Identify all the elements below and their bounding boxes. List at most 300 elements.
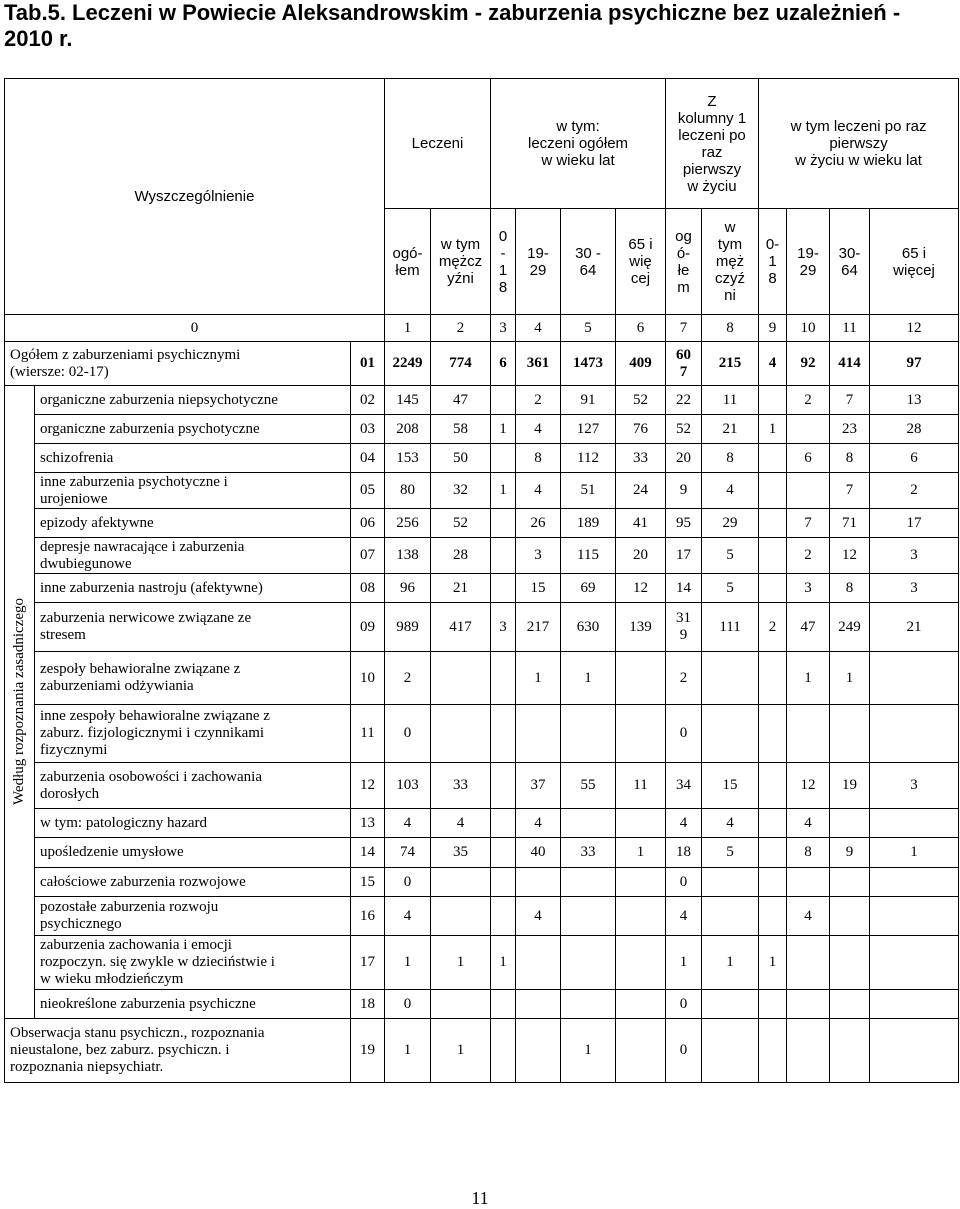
column-number: 5 bbox=[561, 315, 616, 342]
column-number: 4 bbox=[516, 315, 561, 342]
row-code: 08 bbox=[351, 574, 385, 603]
header-age2-19-29: 19- 29 bbox=[787, 209, 830, 315]
table-cell: 409 bbox=[616, 342, 666, 386]
table-cell: 1 bbox=[870, 838, 959, 868]
table-cell bbox=[491, 763, 516, 809]
table-cell: 52 bbox=[616, 386, 666, 415]
table-cell: 1 bbox=[516, 652, 561, 705]
table-cell bbox=[787, 705, 830, 763]
table-cell: 9 bbox=[666, 473, 702, 509]
table-cell bbox=[491, 538, 516, 574]
table-cell: 111 bbox=[702, 603, 759, 652]
header-mezczyzni-2: w tym męż czyź ni bbox=[702, 209, 759, 315]
row-code: 04 bbox=[351, 444, 385, 473]
table-cell: 3 bbox=[870, 763, 959, 809]
table-cell: 2249 bbox=[385, 342, 431, 386]
table-cell: 0 bbox=[385, 705, 431, 763]
table-cell: 28 bbox=[431, 538, 491, 574]
table-cell: 249 bbox=[830, 603, 870, 652]
table-cell bbox=[787, 473, 830, 509]
table-row bbox=[5, 603, 959, 652]
header-z-kolumny-1: Z kolumny 1 leczeni po raz pierwszy w życiu bbox=[666, 79, 759, 209]
column-number: 9 bbox=[759, 315, 787, 342]
table-cell: 15 bbox=[516, 574, 561, 603]
table-cell: 31 9 bbox=[666, 603, 702, 652]
table-cell: 91 bbox=[561, 386, 616, 415]
table-cell: 4 bbox=[787, 809, 830, 838]
table-cell: 7 bbox=[787, 509, 830, 538]
table-cell: 0 bbox=[666, 1019, 702, 1083]
table-cell bbox=[759, 705, 787, 763]
table-row bbox=[5, 386, 959, 415]
table-row bbox=[5, 574, 959, 603]
table-cell bbox=[870, 990, 959, 1019]
table-cell: 1 bbox=[431, 1019, 491, 1083]
table-cell: 2 bbox=[759, 603, 787, 652]
table-cell bbox=[830, 705, 870, 763]
table-cell: 18 bbox=[666, 838, 702, 868]
table-cell: 1 bbox=[666, 936, 702, 990]
table-cell bbox=[516, 1019, 561, 1083]
vertical-group-label-text: Według rozpoznania zasadniczego bbox=[11, 598, 27, 806]
table-cell: 217 bbox=[516, 603, 561, 652]
table-cell: 4 bbox=[702, 473, 759, 509]
table-cell bbox=[830, 990, 870, 1019]
table-cell: 55 bbox=[561, 763, 616, 809]
table-cell: 0 bbox=[666, 990, 702, 1019]
table-cell bbox=[702, 897, 759, 936]
table-cell: 1473 bbox=[561, 342, 616, 386]
table-cell bbox=[787, 868, 830, 897]
row-code: 15 bbox=[351, 868, 385, 897]
table-cell bbox=[702, 990, 759, 1019]
table-cell: 8 bbox=[787, 838, 830, 868]
page-number: 11 bbox=[471, 1188, 489, 1208]
row-label: upośledzenie umysłowe bbox=[35, 838, 351, 868]
table-row bbox=[5, 838, 959, 868]
table-cell: 52 bbox=[666, 415, 702, 444]
table-cell bbox=[759, 809, 787, 838]
table-cell: 1 bbox=[561, 1019, 616, 1083]
table-cell: 4 bbox=[702, 809, 759, 838]
header-leczeni-ogolem-wiek: w tym: leczeni ogółem w wieku lat bbox=[491, 79, 666, 209]
table-cell bbox=[491, 574, 516, 603]
table-cell: 8 bbox=[516, 444, 561, 473]
row-label: inne zespoły behawioralne związane z zaburz. fizjologicznymi i czynnikami fizycznymi bbox=[35, 705, 351, 763]
table-cell: 95 bbox=[666, 509, 702, 538]
table-cell: 1 bbox=[385, 936, 431, 990]
table-cell bbox=[616, 936, 666, 990]
table-cell: 361 bbox=[516, 342, 561, 386]
table-cell: 6 bbox=[491, 342, 516, 386]
table-cell: 1 bbox=[385, 1019, 431, 1083]
table-cell: 3 bbox=[870, 538, 959, 574]
row-label: całościowe zaburzenia rozwojowe bbox=[35, 868, 351, 897]
table-row bbox=[5, 936, 959, 990]
table-cell: 417 bbox=[431, 603, 491, 652]
table-row bbox=[5, 705, 959, 763]
header-age-19-29: 19- 29 bbox=[516, 209, 561, 315]
table-cell: 1 bbox=[830, 652, 870, 705]
header-ogolem-2: og ó- łe m bbox=[666, 209, 702, 315]
table-cell: 2 bbox=[870, 473, 959, 509]
vertical-group-label bbox=[5, 386, 35, 1019]
table-cell: 96 bbox=[385, 574, 431, 603]
table-cell bbox=[870, 809, 959, 838]
table-cell bbox=[491, 868, 516, 897]
table-cell: 153 bbox=[385, 444, 431, 473]
header-mezczyzni: w tym mężcz yźni bbox=[431, 209, 491, 315]
table-row bbox=[5, 652, 959, 705]
table-cell bbox=[616, 868, 666, 897]
table-cell bbox=[516, 990, 561, 1019]
table-cell bbox=[491, 990, 516, 1019]
table-cell: 4 bbox=[787, 897, 830, 936]
table-cell bbox=[491, 897, 516, 936]
table-cell: 215 bbox=[702, 342, 759, 386]
table-cell bbox=[616, 705, 666, 763]
table-cell bbox=[561, 936, 616, 990]
row-code: 03 bbox=[351, 415, 385, 444]
table-cell: 208 bbox=[385, 415, 431, 444]
table-cell bbox=[616, 652, 666, 705]
table-cell bbox=[759, 538, 787, 574]
row-code: 02 bbox=[351, 386, 385, 415]
table-cell: 52 bbox=[431, 509, 491, 538]
table-cell: 47 bbox=[431, 386, 491, 415]
table-cell bbox=[491, 652, 516, 705]
column-number: 8 bbox=[702, 315, 759, 342]
table-cell: 7 bbox=[830, 386, 870, 415]
table-cell: 34 bbox=[666, 763, 702, 809]
table-cell: 51 bbox=[561, 473, 616, 509]
table-row bbox=[5, 473, 959, 509]
table-cell: 6 bbox=[870, 444, 959, 473]
row-code: 17 bbox=[351, 936, 385, 990]
header-leczeni: Leczeni bbox=[385, 79, 491, 209]
table-cell: 0 bbox=[666, 868, 702, 897]
table-cell bbox=[702, 652, 759, 705]
table-cell: 14 bbox=[666, 574, 702, 603]
table-cell: 1 bbox=[491, 473, 516, 509]
header-age2-0-18: 0- 1 8 bbox=[759, 209, 787, 315]
table-cell: 8 bbox=[830, 574, 870, 603]
table-row bbox=[5, 444, 959, 473]
header-wyszczegolnienie: Wyszczególnienie bbox=[5, 79, 385, 315]
row-code: 16 bbox=[351, 897, 385, 936]
table-cell: 4 bbox=[516, 415, 561, 444]
row-label: epizody afektywne bbox=[35, 509, 351, 538]
table-cell: 11 bbox=[616, 763, 666, 809]
table-cell: 0 bbox=[385, 990, 431, 1019]
table-cell: 189 bbox=[561, 509, 616, 538]
table-cell: 115 bbox=[561, 538, 616, 574]
table-cell: 12 bbox=[616, 574, 666, 603]
row-label: Ogółem z zaburzeniami psychicznymi (wiersze: 02-17) bbox=[5, 342, 351, 386]
table-cell bbox=[787, 415, 830, 444]
table-cell: 2 bbox=[385, 652, 431, 705]
table-cell: 414 bbox=[830, 342, 870, 386]
table-cell: 8 bbox=[702, 444, 759, 473]
row-label: zaburzenia nerwicowe związane ze stresem bbox=[35, 603, 351, 652]
table-cell: 32 bbox=[431, 473, 491, 509]
table-row bbox=[5, 1019, 959, 1083]
table-cell bbox=[870, 705, 959, 763]
table-cell bbox=[759, 1019, 787, 1083]
table-cell: 21 bbox=[431, 574, 491, 603]
table-cell bbox=[830, 1019, 870, 1083]
table-cell bbox=[759, 509, 787, 538]
table-cell: 1 bbox=[491, 936, 516, 990]
table-cell: 17 bbox=[870, 509, 959, 538]
table-cell: 50 bbox=[431, 444, 491, 473]
table-cell bbox=[491, 838, 516, 868]
table-cell: 47 bbox=[787, 603, 830, 652]
table-cell: 4 bbox=[516, 809, 561, 838]
table-cell: 0 bbox=[666, 705, 702, 763]
table-cell: 13 bbox=[870, 386, 959, 415]
table-cell bbox=[516, 705, 561, 763]
table-cell bbox=[431, 705, 491, 763]
row-code: 13 bbox=[351, 809, 385, 838]
table-cell: 40 bbox=[516, 838, 561, 868]
column-number: 2 bbox=[431, 315, 491, 342]
table-cell: 3 bbox=[491, 603, 516, 652]
table-cell: 127 bbox=[561, 415, 616, 444]
table-cell bbox=[431, 990, 491, 1019]
column-number: 0 bbox=[5, 315, 385, 342]
table-cell: 22 bbox=[666, 386, 702, 415]
table-cell bbox=[759, 897, 787, 936]
table-row bbox=[5, 763, 959, 809]
total-row bbox=[5, 342, 959, 386]
table-cell: 74 bbox=[385, 838, 431, 868]
table-cell: 0 bbox=[385, 868, 431, 897]
table-cell bbox=[870, 936, 959, 990]
table-cell bbox=[491, 809, 516, 838]
table-cell bbox=[830, 809, 870, 838]
table-cell: 33 bbox=[561, 838, 616, 868]
table-row bbox=[5, 809, 959, 838]
table-cell: 92 bbox=[787, 342, 830, 386]
table-cell: 58 bbox=[431, 415, 491, 444]
row-label: Obserwacja stanu psychiczn., rozpoznania nieustalone, bez zaburz. psychiczn. i rozpoznania niepsychiatr. bbox=[5, 1019, 351, 1083]
table-cell bbox=[561, 897, 616, 936]
table-cell: 4 bbox=[431, 809, 491, 838]
row-code: 07 bbox=[351, 538, 385, 574]
table-cell bbox=[616, 897, 666, 936]
table-cell: 3 bbox=[787, 574, 830, 603]
row-label: zaburzenia osobowości i zachowania dorosłych bbox=[35, 763, 351, 809]
row-label: zaburzenia zachowania i emocji rozpoczyn. się zwykle w dzieciństwie i w wieku młodzieńczym bbox=[35, 936, 351, 990]
table-cell: 60 7 bbox=[666, 342, 702, 386]
table-cell: 2 bbox=[666, 652, 702, 705]
table-cell: 2 bbox=[787, 386, 830, 415]
table-cell: 1 bbox=[759, 936, 787, 990]
table-cell bbox=[787, 990, 830, 1019]
statistics-table bbox=[4, 78, 959, 1083]
table-cell bbox=[491, 1019, 516, 1083]
table-cell: 20 bbox=[666, 444, 702, 473]
table-cell bbox=[431, 868, 491, 897]
table-cell bbox=[759, 868, 787, 897]
table-cell: 989 bbox=[385, 603, 431, 652]
table-cell: 2 bbox=[787, 538, 830, 574]
table-cell bbox=[616, 1019, 666, 1083]
column-number: 12 bbox=[870, 315, 959, 342]
row-code: 10 bbox=[351, 652, 385, 705]
table-cell: 103 bbox=[385, 763, 431, 809]
table-cell bbox=[759, 473, 787, 509]
row-label: organiczne zaburzenia psychotyczne bbox=[35, 415, 351, 444]
table-cell: 12 bbox=[830, 538, 870, 574]
table-cell: 97 bbox=[870, 342, 959, 386]
table-cell: 1 bbox=[787, 652, 830, 705]
row-label: nieokreślone zaburzenia psychiczne bbox=[35, 990, 351, 1019]
table-cell: 774 bbox=[431, 342, 491, 386]
table-cell: 112 bbox=[561, 444, 616, 473]
row-code: 01 bbox=[351, 342, 385, 386]
table-cell bbox=[759, 763, 787, 809]
table-row bbox=[5, 415, 959, 444]
row-label: organiczne zaburzenia niepsychotyczne bbox=[35, 386, 351, 415]
table-cell bbox=[616, 990, 666, 1019]
table-cell: 33 bbox=[616, 444, 666, 473]
header-age2-30-64: 30- 64 bbox=[830, 209, 870, 315]
header-age2-65: 65 i więcej bbox=[870, 209, 959, 315]
table-cell bbox=[431, 897, 491, 936]
table-cell: 29 bbox=[702, 509, 759, 538]
table-cell: 3 bbox=[516, 538, 561, 574]
header-pierwszy-wiek: w tym leczeni po raz pierwszy w życiu w wieku lat bbox=[759, 79, 959, 209]
table-cell: 4 bbox=[385, 897, 431, 936]
table-cell: 4 bbox=[666, 897, 702, 936]
table-cell: 35 bbox=[431, 838, 491, 868]
table-row bbox=[5, 897, 959, 936]
table-cell: 8 bbox=[830, 444, 870, 473]
column-number: 6 bbox=[616, 315, 666, 342]
row-label: inne zaburzenia nastroju (afektywne) bbox=[35, 574, 351, 603]
table-cell bbox=[491, 509, 516, 538]
row-label: schizofrenia bbox=[35, 444, 351, 473]
table-cell: 11 bbox=[702, 386, 759, 415]
row-label: zespoły behawioralne związane z zaburzeniami odżywiania bbox=[35, 652, 351, 705]
header-age-0-18: 0 - 1 8 bbox=[491, 209, 516, 315]
row-code: 11 bbox=[351, 705, 385, 763]
table-cell: 37 bbox=[516, 763, 561, 809]
table-cell bbox=[561, 809, 616, 838]
table-cell: 23 bbox=[830, 415, 870, 444]
table-cell: 28 bbox=[870, 415, 959, 444]
table-cell: 33 bbox=[431, 763, 491, 809]
column-number: 3 bbox=[491, 315, 516, 342]
table-cell: 4 bbox=[385, 809, 431, 838]
page-title: Tab.5. Leczeni w Powiecie Aleksandrowskim - zaburzenia psychiczne bez uzależnień - 2010 r. bbox=[4, 0, 901, 51]
table-cell: 5 bbox=[702, 538, 759, 574]
row-code: 06 bbox=[351, 509, 385, 538]
table-cell: 2 bbox=[516, 386, 561, 415]
row-code: 09 bbox=[351, 603, 385, 652]
table-cell: 69 bbox=[561, 574, 616, 603]
table-cell: 76 bbox=[616, 415, 666, 444]
table-cell bbox=[759, 574, 787, 603]
table-cell bbox=[561, 868, 616, 897]
table-row bbox=[5, 538, 959, 574]
table-row bbox=[5, 509, 959, 538]
header-age-65: 65 i wię cej bbox=[616, 209, 666, 315]
table-cell bbox=[491, 386, 516, 415]
table-cell: 17 bbox=[666, 538, 702, 574]
table-cell: 71 bbox=[830, 509, 870, 538]
table-cell bbox=[870, 868, 959, 897]
table-cell: 1 bbox=[702, 936, 759, 990]
table-cell bbox=[702, 1019, 759, 1083]
column-number: 10 bbox=[787, 315, 830, 342]
table-cell: 139 bbox=[616, 603, 666, 652]
table-cell: 41 bbox=[616, 509, 666, 538]
table-cell: 5 bbox=[702, 574, 759, 603]
table-cell: 1 bbox=[431, 936, 491, 990]
table-cell: 5 bbox=[702, 838, 759, 868]
table-row bbox=[5, 868, 959, 897]
table-cell: 256 bbox=[385, 509, 431, 538]
table-cell: 4 bbox=[516, 473, 561, 509]
table-cell: 138 bbox=[385, 538, 431, 574]
table-cell: 1 bbox=[491, 415, 516, 444]
table-cell bbox=[516, 868, 561, 897]
table-cell: 4 bbox=[759, 342, 787, 386]
column-number: 1 bbox=[385, 315, 431, 342]
column-number: 7 bbox=[666, 315, 702, 342]
table-cell: 20 bbox=[616, 538, 666, 574]
table-cell: 19 bbox=[830, 763, 870, 809]
row-code: 05 bbox=[351, 473, 385, 509]
table-cell bbox=[491, 705, 516, 763]
header-age-30-64: 30 - 64 bbox=[561, 209, 616, 315]
table-cell: 3 bbox=[870, 574, 959, 603]
header-ogolem: ogó- łem bbox=[385, 209, 431, 315]
table-cell: 21 bbox=[870, 603, 959, 652]
table-cell: 80 bbox=[385, 473, 431, 509]
table-cell bbox=[787, 936, 830, 990]
table-cell: 7 bbox=[830, 473, 870, 509]
table-cell bbox=[759, 838, 787, 868]
row-code: 14 bbox=[351, 838, 385, 868]
table-cell: 12 bbox=[787, 763, 830, 809]
table-cell: 26 bbox=[516, 509, 561, 538]
row-code: 19 bbox=[351, 1019, 385, 1083]
table-cell: 4 bbox=[666, 809, 702, 838]
table-cell: 1 bbox=[616, 838, 666, 868]
table-cell bbox=[616, 809, 666, 838]
table-cell: 9 bbox=[830, 838, 870, 868]
row-label: pozostałe zaburzenia rozwoju psychicznego bbox=[35, 897, 351, 936]
table-cell: 21 bbox=[702, 415, 759, 444]
row-code: 18 bbox=[351, 990, 385, 1019]
table-cell bbox=[561, 990, 616, 1019]
table-cell bbox=[759, 444, 787, 473]
table-cell bbox=[870, 652, 959, 705]
table-cell bbox=[702, 705, 759, 763]
table-cell bbox=[759, 990, 787, 1019]
table-cell: 1 bbox=[759, 415, 787, 444]
row-label: inne zaburzenia psychotyczne i urojeniowe bbox=[35, 473, 351, 509]
row-code: 12 bbox=[351, 763, 385, 809]
table-cell bbox=[516, 936, 561, 990]
table-row bbox=[5, 990, 959, 1019]
table-cell: 24 bbox=[616, 473, 666, 509]
row-label: w tym: patologiczny hazard bbox=[35, 809, 351, 838]
